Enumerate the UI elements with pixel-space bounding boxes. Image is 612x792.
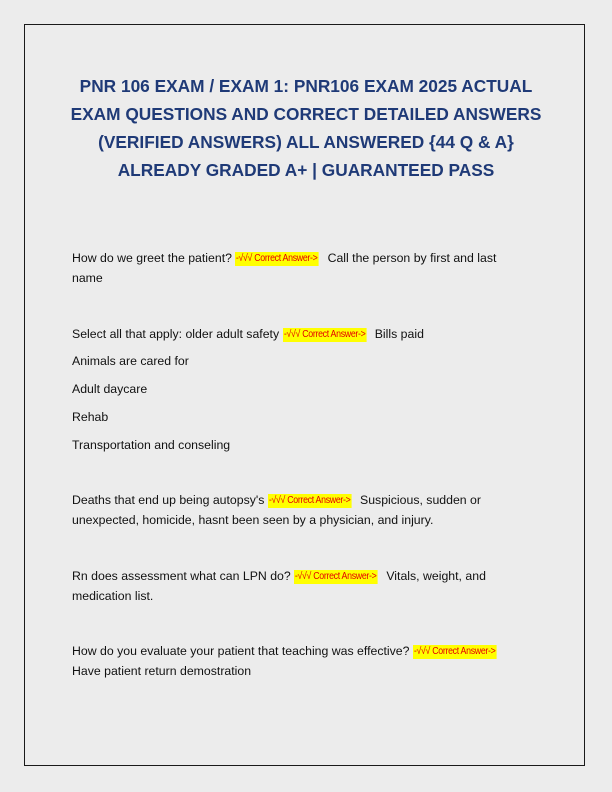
title-line: PNR 106 EXAM / EXAM 1: PNR106 EXAM 2025 ACTUAL [79, 76, 533, 96]
document-title [50, 72, 562, 184]
answer-list-item: Adult daycare [72, 382, 148, 396]
qa-item-1 [72, 248, 542, 288]
answer-list-item: Rehab [72, 410, 109, 424]
title-line: (VERIFIED ANSWERS) ALL ANSWERED {44 Q & A} [98, 132, 514, 152]
correct-answer-badge: -√√√ Correct Answer-> [268, 495, 351, 506]
answer-text-continued: unexpected, homicide, hasnt been seen by a physician, and injury. [72, 513, 434, 527]
question-text: How do we greet the patient? [72, 251, 232, 265]
title-line: ALREADY GRADED A+ | GUARANTEED PASS [117, 160, 495, 180]
correct-answer-badge: -√√√ Correct Answer-> [413, 646, 496, 657]
answer-text-continued: Have patient return demostration [72, 664, 252, 678]
correct-answer-badge: -√√√ Correct Answer-> [236, 253, 318, 264]
title-line: EXAM QUESTIONS AND CORRECT DETAILED ANSWERS [70, 104, 542, 124]
answer-text: Call the person by first and last [327, 251, 497, 265]
qa-item-2 [72, 324, 542, 344]
qa-item-5 [72, 641, 542, 681]
question-text: Rn does assessment what can LPN do? [72, 569, 291, 583]
question-text: How do you evaluate your patient that teaching was effective? [72, 644, 410, 658]
answer-text-continued: name [72, 271, 103, 285]
qa-item-3 [72, 490, 542, 530]
qa-item-4 [72, 566, 542, 606]
answer-text: Suspicious, sudden or [360, 493, 481, 507]
answer-text: Bills paid [374, 327, 424, 341]
answer-list-item: Animals are cared for [72, 354, 189, 368]
answer-list-item: Transportation and conseling [72, 438, 231, 452]
answer-text-continued: medication list. [72, 589, 154, 603]
answer-text: Vitals, weight, and [386, 569, 486, 583]
correct-answer-badge: -√√√ Correct Answer-> [283, 329, 366, 340]
correct-answer-badge: -√√√ Correct Answer-> [295, 571, 377, 582]
question-text: Select all that apply: older adult safety [72, 327, 280, 341]
question-text: Deaths that end up being autopsy's [72, 493, 265, 507]
